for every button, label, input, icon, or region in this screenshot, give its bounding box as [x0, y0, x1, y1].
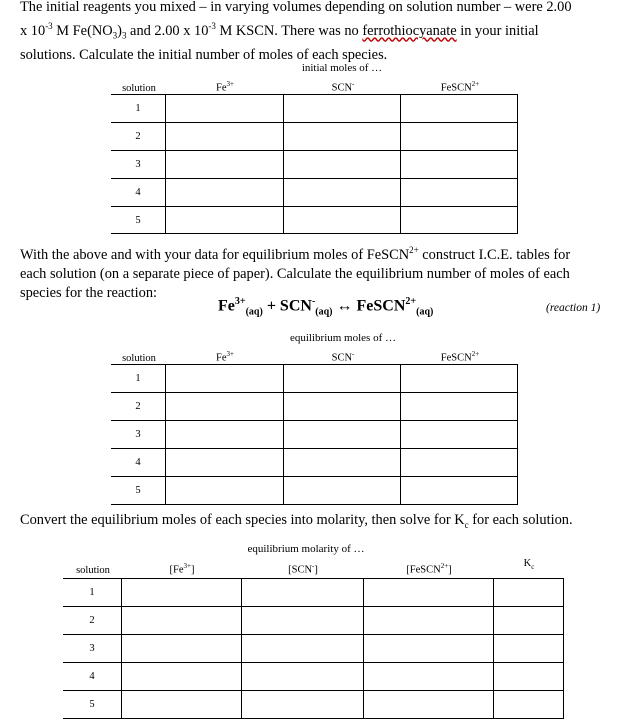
table1-header-scn: SCN-	[331, 80, 355, 94]
table1-title: initial moles of …	[301, 62, 383, 74]
table2-row-label: 1	[111, 365, 165, 393]
table2-cell[interactable]	[401, 393, 518, 421]
intro-line-1: The initial reagents you mixed – in varying volumes depending on solution number – were 2.00	[20, 0, 572, 15]
reaction-equation: $Fe^{3+}_{(aq)} + SCN^-_{(aq)}$ ↔ FeSCN$^{2+}_{(aq)}$	[218, 296, 434, 318]
table3-cell[interactable]	[122, 579, 242, 607]
table2-header-scn: SCN-	[331, 350, 355, 364]
table3-header-scn: [SCN-]	[288, 562, 318, 576]
table-row	[111, 393, 518, 421]
table3-row-label: 2	[63, 607, 122, 635]
table1-cell[interactable]	[165, 123, 283, 151]
table1-cell[interactable]	[283, 179, 401, 207]
table3-cell[interactable]	[364, 691, 494, 719]
intro-paragraph	[20, 0, 610, 65]
table3-cell[interactable]	[494, 663, 564, 691]
intro-line-2: x $10^{-3}$ M $Fe(NO_3)_3$ and 2.00 x $10^{-3}$ M KSCN. There was no ferrothiocyanate in your initial	[20, 21, 539, 41]
table2-cell[interactable]	[165, 393, 283, 421]
table1-header-fe: $Fe^{3+}$	[216, 80, 234, 94]
table3-cell[interactable]	[242, 579, 364, 607]
table-row	[63, 663, 564, 691]
table1-row-label: 2	[111, 123, 165, 151]
table-row	[111, 151, 518, 179]
table-row	[111, 123, 518, 151]
table2-header-solution: solution	[122, 353, 156, 364]
table-row	[63, 579, 564, 607]
table3-cell[interactable]	[122, 607, 242, 635]
table1-cell[interactable]	[283, 207, 401, 234]
table3-title: equilibrium molarity of …	[247, 543, 365, 555]
table1-cell[interactable]	[401, 151, 518, 179]
ice-paragraph	[20, 241, 610, 303]
table1-cell[interactable]	[165, 207, 283, 234]
table2-title: equilibrium moles of …	[289, 332, 396, 344]
table1-cell[interactable]	[165, 95, 283, 123]
table2	[111, 364, 518, 505]
table2-cell[interactable]	[283, 365, 401, 393]
table2-cell[interactable]	[165, 477, 283, 505]
table-row	[63, 635, 564, 663]
table1-row-label: 1	[111, 95, 165, 123]
table2-row-label: 3	[111, 421, 165, 449]
table3-cell[interactable]	[494, 579, 564, 607]
table2-cell[interactable]	[401, 449, 518, 477]
table2-row-label: 2	[111, 393, 165, 421]
ice-line-1: With the above and with your data for equilibrium moles of FeSCN$^{2+}$ construct I.C.E. tables for	[20, 245, 571, 263]
table3-cell[interactable]	[122, 691, 242, 719]
table3-cell[interactable]	[364, 635, 494, 663]
table3-row-label: 1	[63, 579, 122, 607]
table2-cell[interactable]	[165, 421, 283, 449]
table3-header-solution: solution	[76, 565, 110, 576]
table1-header-solution: solution	[122, 83, 156, 94]
table2-cell[interactable]	[283, 449, 401, 477]
table1-cell[interactable]	[165, 179, 283, 207]
table1-cell[interactable]	[283, 95, 401, 123]
table3-cell[interactable]	[494, 691, 564, 719]
table1-cell[interactable]	[283, 151, 401, 179]
table3-row-label: 4	[63, 663, 122, 691]
table-row	[111, 477, 518, 505]
table1-cell[interactable]	[401, 207, 518, 234]
table2-cell[interactable]	[165, 365, 283, 393]
table3-cell[interactable]	[364, 663, 494, 691]
table3-row-label: 3	[63, 635, 122, 663]
table1-cell[interactable]	[401, 123, 518, 151]
table2-cell[interactable]	[401, 477, 518, 505]
table2-header-fe: $Fe^{3+}$	[216, 350, 234, 364]
table3-cell[interactable]	[364, 579, 494, 607]
table3-cell[interactable]	[122, 635, 242, 663]
table3-cell[interactable]	[494, 635, 564, 663]
table2-cell[interactable]	[283, 393, 401, 421]
table1-cell[interactable]	[283, 123, 401, 151]
table1-cell[interactable]	[401, 95, 518, 123]
table-row	[111, 95, 518, 123]
table3-header-kc: $K_c$	[523, 558, 535, 572]
table2-row-label: 5	[111, 477, 165, 505]
table2-cell[interactable]	[283, 477, 401, 505]
ferrothiocyanate-word: ferrothiocyanate	[362, 22, 457, 39]
ice-line-3: species for the reaction:	[20, 284, 158, 301]
table1-cell[interactable]	[165, 151, 283, 179]
table2-row-label: 4	[111, 449, 165, 477]
table3-cell[interactable]	[364, 607, 494, 635]
table2-header-fescn: FeSCN$^{2+}$	[440, 350, 480, 364]
table1-cell[interactable]	[401, 179, 518, 207]
table3-header-fe: $[Fe^{3+}]$	[169, 562, 195, 576]
table2-cell[interactable]	[165, 449, 283, 477]
convert-sentence: Convert the equilibrium moles of each species into molarity, then solve for $K_c$ for each solution.	[20, 512, 573, 530]
table3-row-label: 5	[63, 691, 122, 719]
ice-line-2: each solution (on a separate piece of paper). Calculate the equilibrium number of moles of each	[20, 265, 570, 282]
table-row	[63, 607, 564, 635]
table-row	[111, 179, 518, 207]
table2-cell[interactable]	[401, 365, 518, 393]
table3-cell[interactable]	[242, 635, 364, 663]
table2-cell[interactable]	[283, 421, 401, 449]
table1-row-label: 4	[111, 179, 165, 207]
table-row	[111, 207, 518, 234]
reaction-label: (reaction 1)	[546, 302, 601, 314]
table3	[63, 578, 564, 719]
intro-line-3: solutions. Calculate the initial number of moles of each species.	[20, 46, 388, 63]
table3-cell[interactable]	[242, 691, 364, 719]
table1-row-label: 3	[111, 151, 165, 179]
table3-cell[interactable]	[122, 663, 242, 691]
table3-cell[interactable]	[242, 663, 364, 691]
table2-cell[interactable]	[401, 421, 518, 449]
table1-header-fescn: FeSCN$^{2+}$	[440, 80, 480, 94]
table-row	[111, 449, 518, 477]
table3-header-fescn: [FeSCN$^{2+}$]	[406, 562, 452, 576]
table1-row-label: 5	[111, 207, 165, 234]
table-row	[111, 421, 518, 449]
table-row	[63, 691, 564, 719]
table3-cell[interactable]	[494, 607, 564, 635]
table1	[111, 94, 518, 234]
table-row	[111, 365, 518, 393]
table3-cell[interactable]	[242, 607, 364, 635]
